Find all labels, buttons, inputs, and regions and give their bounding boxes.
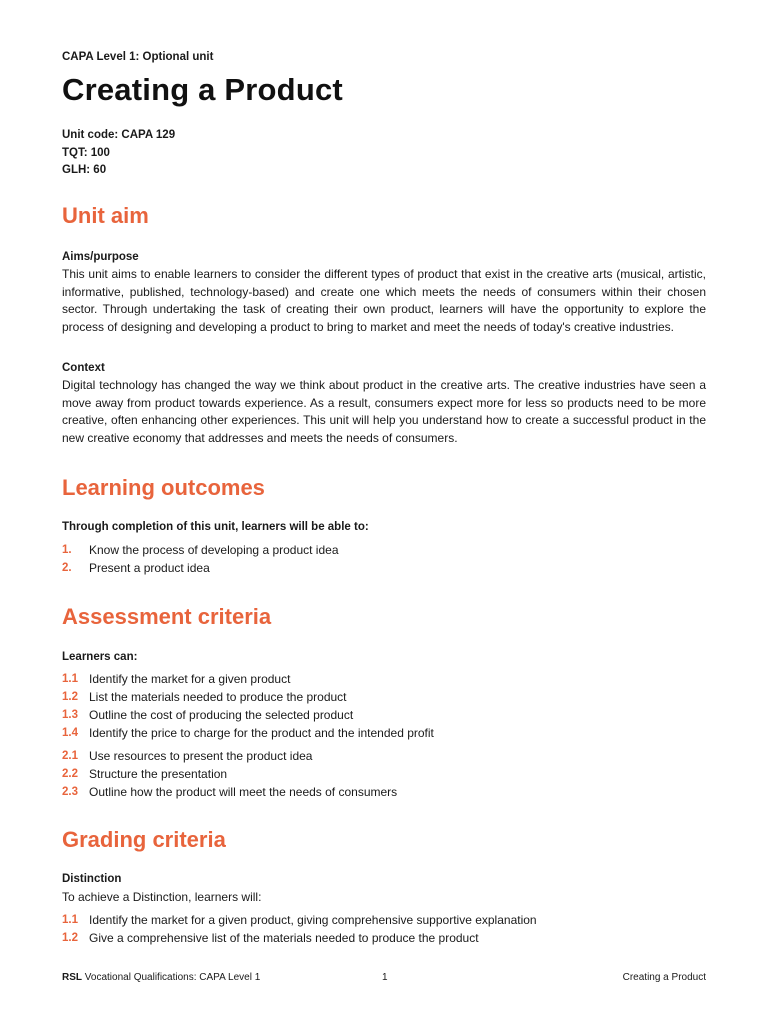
- item-text: Structure the presentation: [89, 767, 228, 781]
- item-number: 1.1: [62, 673, 78, 685]
- item-number: 1.2: [62, 691, 78, 703]
- context-paragraph: Digital technology has changed the way we think about product in the creative arts. The creative industries have seen a move away from product towards experience. As a result, consumers expect more for less so products need to be more creative, often enhancing other experiences. This unit will help you understand how to create a successful product in the new creative economy that addresses and meets the needs of consumers.: [62, 378, 706, 445]
- footer-brand: RSL: [62, 972, 82, 983]
- learning-outcomes-list: [62, 541, 706, 577]
- footer-qualification: Vocational Qualifications: CAPA Level 1: [84, 972, 261, 983]
- item-text: Identify the market for a given product: [89, 672, 291, 686]
- unit-tqt: TQT: 100: [62, 146, 110, 159]
- aims-label: Aims/purpose: [62, 251, 139, 263]
- unit-meta: [62, 127, 175, 180]
- item-number: 2.1: [62, 750, 78, 762]
- list-item: [62, 911, 706, 929]
- page-title: Creating a Product: [62, 72, 343, 107]
- section-heading-unit-aim: Unit aim: [62, 203, 149, 228]
- list-item: [62, 670, 706, 688]
- assessment-intro: Learners can:: [62, 651, 138, 663]
- unit-code: Unit code: CAPA 129: [62, 129, 176, 141]
- page-number: 1: [382, 972, 388, 983]
- list-item: [62, 929, 706, 947]
- aims-paragraph: This unit aims to enable learners to consider the different types of product that exist in the creative arts (musical, artistic, informative, published, technology-based) and create one which meets the needs of consumers within their chosen sector. Through undertaking the task of creating their own product, learners will have the opportunity to explore the process of designing and developing a product to bring to market and meet the needs of today's creative industries.: [62, 267, 706, 334]
- list-item: [62, 559, 706, 577]
- item-text: Identify the price to charge for the product and the intended profit: [89, 726, 434, 740]
- context-label: Context: [62, 362, 105, 374]
- item-number: 1.3: [62, 709, 78, 721]
- distinction-intro: To achieve a Distinction, learners will:: [62, 890, 262, 904]
- learning-outcomes-intro: Through completion of this unit, learners will be able to:: [62, 521, 369, 533]
- grading-criteria-list: [62, 911, 706, 947]
- item-number: 1.1: [62, 914, 78, 926]
- item-text: Identify the market for a given product, giving comprehensive supportive explanation: [89, 913, 537, 927]
- page-footer: [62, 970, 706, 986]
- item-number: 2.: [62, 562, 72, 574]
- unit-kicker: CAPA Level 1: Optional unit: [62, 51, 214, 63]
- item-text: Outline the cost of producing the selected product: [89, 708, 354, 722]
- list-item: [62, 765, 706, 783]
- item-text: Outline how the product will meet the needs of consumers: [89, 785, 398, 799]
- item-number: 2.3: [62, 786, 78, 798]
- list-item: [62, 688, 706, 706]
- item-number: 2.2: [62, 768, 78, 780]
- unit-glh: GLH: 60: [62, 164, 107, 176]
- list-item: [62, 783, 706, 801]
- distinction-label: Distinction: [62, 873, 122, 885]
- item-text: Present a product idea: [89, 561, 210, 575]
- list-item: [62, 724, 706, 742]
- section-heading-assessment-criteria: Assessment criteria: [62, 604, 272, 629]
- assessment-criteria-group-1: [62, 670, 706, 742]
- list-item: [62, 706, 706, 724]
- item-text: Know the process of developing a product idea: [89, 543, 339, 557]
- list-item: [62, 747, 706, 765]
- footer-title: Creating a Product: [622, 972, 706, 983]
- item-text: Use resources to present the product idea: [89, 749, 313, 763]
- item-number: 1.2: [62, 932, 78, 944]
- item-number: 1.: [62, 544, 72, 556]
- list-item: [62, 541, 706, 559]
- assessment-criteria-group-2: [62, 747, 706, 801]
- item-text: List the materials needed to produce the product: [89, 690, 347, 704]
- section-heading-grading-criteria: Grading criteria: [62, 827, 226, 852]
- footer-left: [62, 970, 260, 986]
- item-text: Give a comprehensive list of the materials needed to produce the product: [89, 931, 479, 945]
- item-number: 1.4: [62, 727, 78, 739]
- section-heading-learning-outcomes: Learning outcomes: [62, 475, 265, 500]
